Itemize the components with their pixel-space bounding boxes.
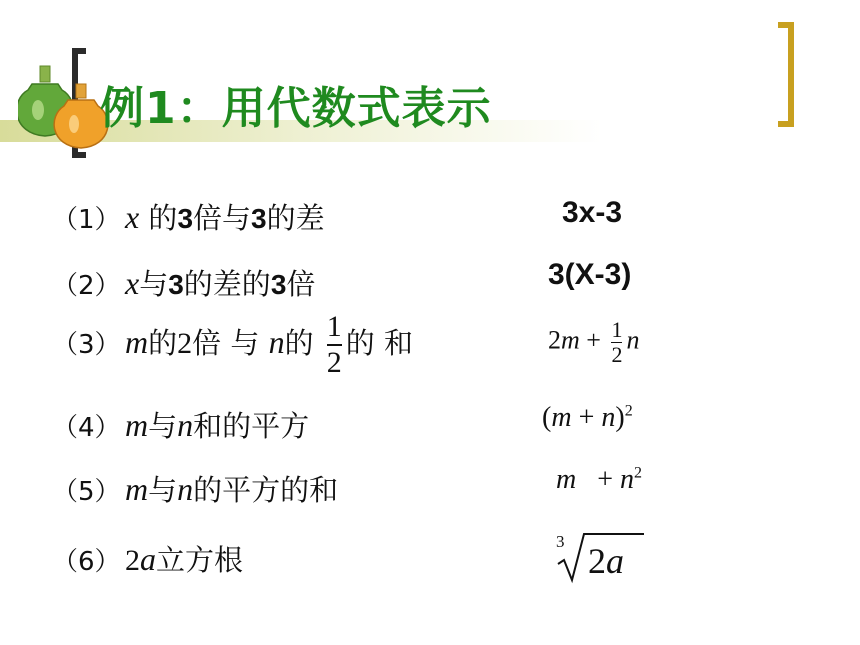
item-number: （2）: [52, 271, 121, 301]
right-bracket-decoration: [778, 22, 794, 127]
item-number: （3）: [52, 330, 121, 360]
item-4: [52, 404, 309, 445]
item-6: [52, 538, 243, 579]
root-index: 3: [556, 532, 565, 551]
item-number: （1）: [52, 205, 121, 235]
item-number: （5）: [52, 477, 121, 507]
page-title: 例1：用代数式表示: [100, 83, 492, 134]
item-text: 2a立方根: [125, 541, 244, 577]
item-number: （6）: [52, 547, 121, 577]
item-text: x与3的差的3倍: [125, 265, 316, 301]
item-text: m与n的平方的和: [125, 471, 339, 507]
item-text: x 的3倍与3的差: [125, 199, 325, 235]
answer-6: [552, 528, 652, 588]
answer-1: 3x-3: [562, 196, 623, 229]
item-text: m的2倍 与 n的 $\frac{1}{2}$ 的 和: [125, 310, 414, 379]
item-text: m与n和的平方: [125, 407, 310, 443]
answer-4: $(m + n)^2$: [542, 402, 633, 433]
answer-3: 2m + $\frac{1}{2}$ n: [548, 317, 640, 367]
item-3: [52, 310, 413, 380]
fraction-one-half: $\frac{1}{2}$: [326, 310, 342, 379]
item-1: [52, 196, 325, 237]
answer-fraction: $\frac{1}{2}$: [611, 317, 623, 367]
answer-2: 3(X-3): [548, 258, 632, 291]
item-2: [52, 262, 315, 303]
item-number: （4）: [52, 413, 121, 443]
radicand: 2a: [588, 541, 624, 581]
answer-5: m + $n^2$: [556, 464, 643, 495]
item-5: [52, 468, 338, 509]
